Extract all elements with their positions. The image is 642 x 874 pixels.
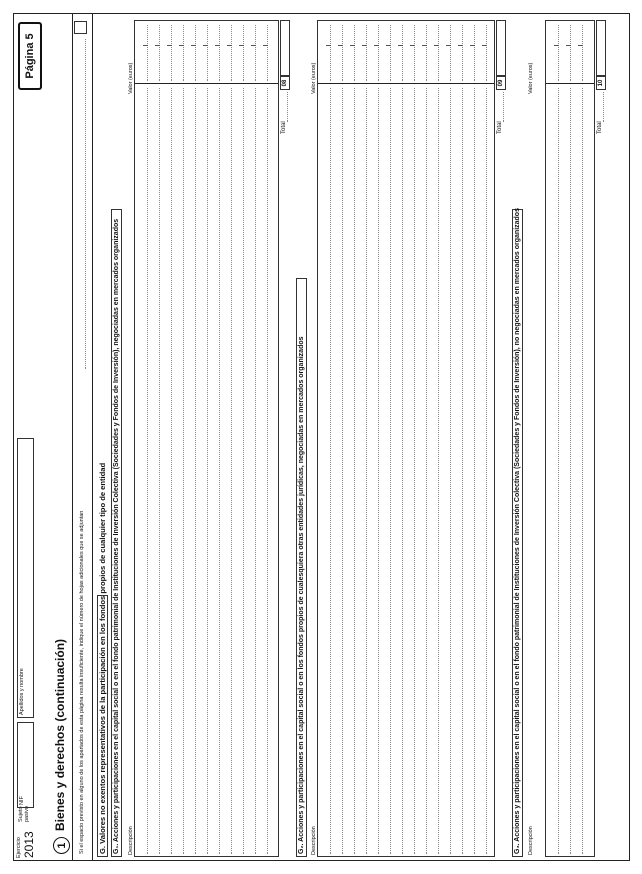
g1-value-row[interactable] — [195, 25, 196, 81]
g3-value-row[interactable] — [558, 25, 559, 81]
g2-description-row[interactable] — [330, 88, 331, 854]
g2-description-row[interactable] — [474, 88, 475, 854]
g2-description-row[interactable] — [426, 88, 427, 854]
section-title: Bienes y derechos (continuación) — [53, 638, 67, 831]
ejercicio-label: Ejercicio — [16, 837, 22, 858]
g2-decimal-separator — [458, 45, 463, 46]
g1-table — [134, 20, 279, 857]
extra-sheets-count-box[interactable] — [74, 21, 87, 34]
g2-decimal-separator — [422, 45, 427, 46]
g2-value-row[interactable] — [462, 25, 463, 81]
g2-decimal-separator — [386, 45, 391, 46]
g3-description-row[interactable] — [570, 88, 571, 854]
g1-description-row[interactable] — [231, 88, 232, 854]
g1-description-row[interactable] — [147, 88, 148, 854]
g1-decimal-separator — [203, 45, 208, 46]
sujeto-pasivo-label: Sujeto pasivo — [18, 806, 30, 822]
g2-total-label: Total — [497, 121, 503, 134]
g1-value-row[interactable] — [183, 25, 184, 81]
g2-description-row[interactable] — [450, 88, 451, 854]
g1-decimal-separator — [191, 45, 196, 46]
page-number-badge: Página 5 — [18, 22, 42, 90]
group-g-title: G. Valores no exentos representativos de la participación en los fondos propios de cualquier tipo de entidad — [98, 462, 107, 854]
g2-decimal-separator — [398, 45, 403, 46]
g1-decimal-separator — [263, 45, 268, 46]
g1-box-number: 08 — [280, 76, 290, 90]
g1-description-row[interactable] — [171, 88, 172, 854]
g2-value-row[interactable] — [486, 25, 487, 81]
g2-description-row[interactable] — [342, 88, 343, 854]
g1-decimal-separator — [155, 45, 160, 46]
g2-value-row[interactable] — [402, 25, 403, 81]
g3-description-row[interactable] — [558, 88, 559, 854]
g2-description-label: Descripción — [311, 826, 317, 855]
g2-table — [317, 20, 495, 857]
extra-sheets-note: Si el espacio previsto en alguno de los apartados de esta página resulta insuficiente, indique el número de hojas adicionales que se adjuntan — [79, 510, 85, 854]
g1-decimal-separator — [143, 45, 148, 46]
g1-value-row[interactable] — [147, 25, 148, 81]
g2-description-row[interactable] — [462, 88, 463, 854]
g2-total-leader — [503, 92, 504, 122]
g1-decimal-separator — [239, 45, 244, 46]
g2-total-field[interactable] — [496, 20, 506, 76]
g2-description-row[interactable] — [378, 88, 379, 854]
nif-label: NIF — [19, 796, 25, 805]
g1-decimal-separator — [251, 45, 256, 46]
g1-description-row[interactable] — [195, 88, 196, 854]
g3-total-label: Total — [597, 121, 603, 134]
g2-decimal-separator — [362, 45, 367, 46]
g1-description-label: Descripción — [128, 826, 134, 855]
g3-value-column-divider — [546, 83, 594, 84]
g1-description-row[interactable] — [183, 88, 184, 854]
g2-description-row[interactable] — [402, 88, 403, 854]
g2-decimal-separator — [326, 45, 331, 46]
g1-description-row[interactable] — [243, 88, 244, 854]
g2-description-row[interactable] — [366, 88, 367, 854]
g1-description-row[interactable] — [159, 88, 160, 854]
g2-description-row[interactable] — [354, 88, 355, 854]
g2-description-row[interactable] — [486, 88, 487, 854]
g2-decimal-separator — [434, 45, 439, 46]
ejercicio-value: 2013 — [22, 831, 36, 858]
g2-value-row[interactable] — [450, 25, 451, 81]
g3-decimal-separator — [554, 45, 559, 46]
g2-value-row[interactable] — [390, 25, 391, 81]
g1-description-row[interactable] — [219, 88, 220, 854]
g2-value-label: Valor (euros) — [311, 62, 317, 94]
g1-value-row[interactable] — [171, 25, 172, 81]
g2-decimal-separator — [482, 45, 487, 46]
g2-decimal-separator — [470, 45, 475, 46]
g2-value-row[interactable] — [378, 25, 379, 81]
g3-decimal-separator — [578, 45, 583, 46]
apellidos-label: Apellidos y nombre — [19, 668, 25, 715]
g1-value-row[interactable] — [231, 25, 232, 81]
g1-total-label: Total — [281, 121, 287, 134]
g1-value-row[interactable] — [267, 25, 268, 81]
g3-table — [545, 20, 595, 857]
g1-decimal-separator — [215, 45, 220, 46]
g1-title-box — [111, 209, 122, 857]
g2-decimal-separator — [410, 45, 415, 46]
g2-value-row[interactable] — [438, 25, 439, 81]
nif-field[interactable] — [17, 722, 34, 808]
g2-value-row[interactable] — [330, 25, 331, 81]
g2-value-row[interactable] — [474, 25, 475, 81]
g2-value-row[interactable] — [426, 25, 427, 81]
g3-decimal-separator — [566, 45, 571, 46]
apellidos-field[interactable] — [17, 438, 34, 718]
g3-description-label: Descripción — [528, 826, 534, 855]
g1-value-row[interactable] — [159, 25, 160, 81]
g1-description-row[interactable] — [267, 88, 268, 854]
g3-total-field[interactable] — [596, 20, 606, 76]
g1-value-column-divider — [135, 83, 278, 84]
g2-description-row[interactable] — [390, 88, 391, 854]
g2-value-row[interactable] — [354, 25, 355, 81]
g1-description-row[interactable] — [255, 88, 256, 854]
g1-decimal-separator — [227, 45, 232, 46]
g2-value-row[interactable] — [342, 25, 343, 81]
g1-decimal-separator — [179, 45, 184, 46]
g1-value-row[interactable] — [243, 25, 244, 81]
g1-decimal-separator — [167, 45, 172, 46]
g2-decimal-separator — [374, 45, 379, 46]
g2-decimal-separator — [350, 45, 355, 46]
g2-decimal-separator — [446, 45, 451, 46]
g1-value-label: Valor (euros) — [128, 62, 134, 94]
g1-total-field[interactable] — [280, 20, 290, 76]
g1-total-leader — [287, 92, 288, 122]
g1-description-row[interactable] — [207, 88, 208, 854]
divider — [72, 13, 73, 861]
g1-value-row[interactable] — [255, 25, 256, 81]
g3-title: G₃. Acciones y participaciones en el capital social o en el fondo patrimonial de Instituciones de Inversión Colectiva (Sociedades y Fondos de Inversión), no negociadas en mercados organizados — [514, 208, 521, 854]
g2-decimal-separator — [338, 45, 343, 46]
g2-description-row[interactable] — [414, 88, 415, 854]
g1-title: G₁. Acciones y participaciones en el capital social o en el fondo patrimonial de Instituciones de Inversión Colectiva (Sociedades y Fondos de Inversión), negociadas en mercados organizados — [113, 218, 120, 854]
g1-value-row[interactable] — [207, 25, 208, 81]
g2-value-column-divider — [318, 83, 494, 84]
g2-value-row[interactable] — [414, 25, 415, 81]
g3-box-number: 10 — [596, 76, 606, 90]
g3-value-label: Valor (euros) — [528, 62, 534, 94]
note-leader — [85, 39, 86, 369]
g1-value-row[interactable] — [219, 25, 220, 81]
g2-value-row[interactable] — [366, 25, 367, 81]
g3-value-row[interactable] — [570, 25, 571, 81]
g3-value-row[interactable] — [582, 25, 583, 81]
section-number-badge: 1 — [53, 837, 70, 854]
g3-total-leader — [603, 92, 604, 122]
g2-description-row[interactable] — [438, 88, 439, 854]
g3-description-row[interactable] — [582, 88, 583, 854]
g2-title: G₂. Acciones y participaciones en el capital social o en los fondos propios de cualesquiera otras entidades jurídicas, negociadas en mercados organizados — [298, 336, 305, 854]
divider — [92, 13, 93, 861]
g2-box-number: 09 — [496, 76, 506, 90]
